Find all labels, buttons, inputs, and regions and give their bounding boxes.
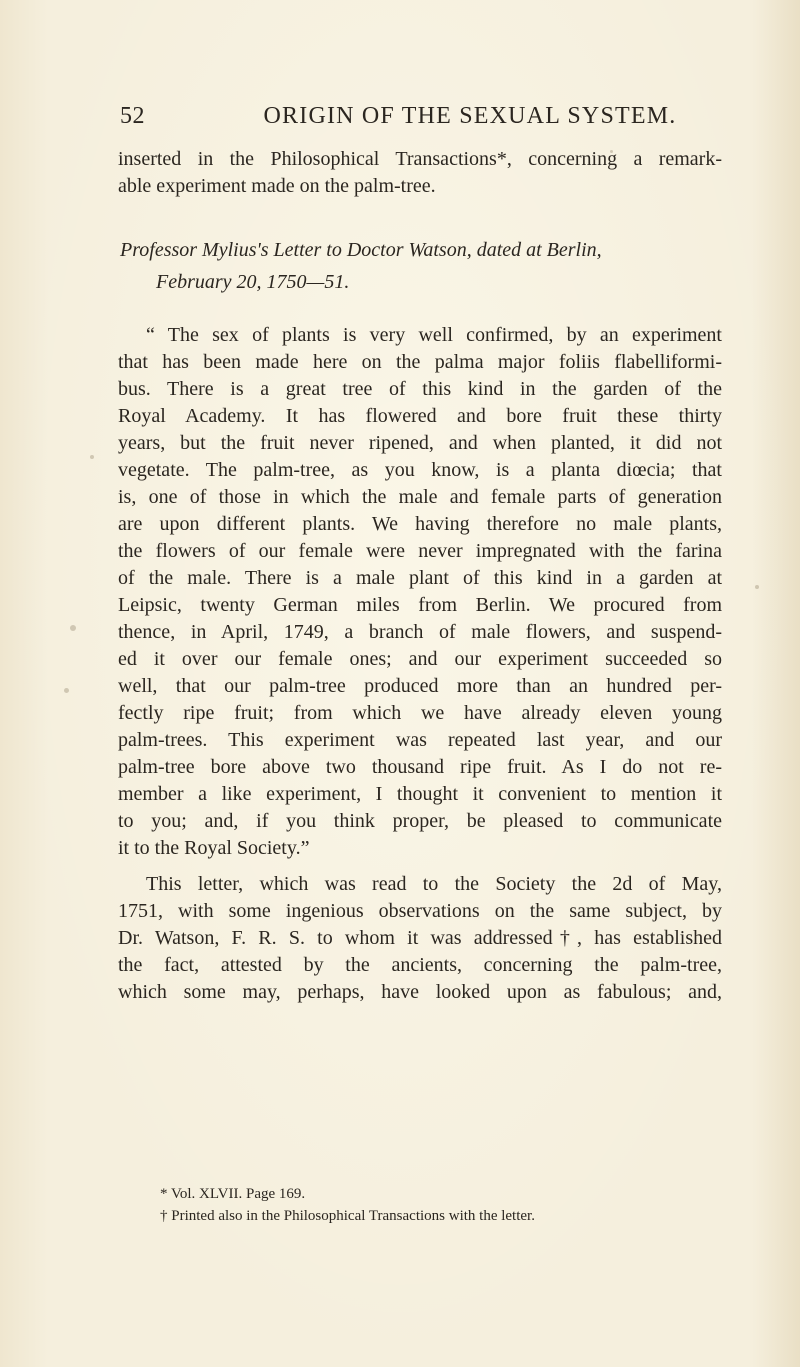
spacer [118,301,722,322]
footnote: † Printed also in the Philosophical Transactions with the letter. [160,1208,535,1224]
letter-line: “ The sex of plants is very well confirmed, by an experiment [146,324,722,346]
closing-line: 1751, with some ingenious observations on the same subject, by [118,900,722,922]
intro-line: able experiment made on the palm-tree. [118,175,436,197]
letter-line: are upon different plants. We having therefore no male plants, [118,513,722,535]
running-head: ORIGIN OF THE SEXUAL SYSTEM. [263,103,677,129]
letter-line: to you; and, if you think proper, be pleased to communicate [118,810,722,832]
paper-speck [64,688,69,693]
page-number: 52 [120,103,145,129]
spacer [118,200,722,237]
letter-line: palm-trees. This experiment was repeated last year, and our [118,729,722,751]
closing-line: which some may, perhaps, have looked upon as fabulous; and, [118,981,722,1003]
letter-line: that has been made here on the palma major foliis flabelliformi- [118,351,722,373]
letter-line: Royal Academy. It has flowered and bore fruit these thirty [118,405,722,427]
letter-line: the flowers of our female were never impregnated with the farina [118,540,722,562]
letter-title-line: Professor Mylius's Letter to Doctor Watson, dated at Berlin, [120,239,602,261]
letter-line: ed it over our female ones; and our experiment succeeded so [118,648,722,670]
letter-line: fectly ripe fruit; from which we have already eleven young [118,702,722,724]
letter-line: is, one of those in which the male and female parts of generation [118,486,722,508]
spacer [118,862,722,871]
letter-line: it to the Royal Society.” [118,837,310,859]
letter-line: of the male. There is a male plant of this kind in a garden at [118,567,722,589]
intro-line: inserted in the Philosophical Transactions*, concerning a remark- [118,148,722,170]
letter-line: years, but the fruit never ripened, and when planted, it did not [118,432,722,454]
letter-line: palm-tree bore above two thousand ripe fruit. As I do not re- [118,756,722,778]
closing-line: This letter, which was read to the Society the 2d of May, [146,873,722,895]
letter-line: bus. There is a great tree of this kind in the garden of the [118,378,722,400]
page-header [0,103,800,137]
body-text [118,146,722,1006]
footnotes [160,1183,720,1227]
paper-speck [70,625,76,631]
paper-speck [755,585,759,589]
letter-line: vegetate. The palm-tree, as you know, is a planta diœcia; that [118,459,722,481]
letter-line: well, that our palm-tree produced more than an hundred per- [118,675,722,697]
footnote: * Vol. XLVII. Page 169. [160,1186,306,1202]
closing-line: the fact, attested by the ancients, concerning the palm-tree, [118,954,722,976]
letter-line: thence, in April, 1749, a branch of male flowers, and suspend- [118,621,722,643]
letter-line: member a like experiment, I thought it convenient to mention it [118,783,722,805]
paper-speck [610,150,613,153]
letter-title-line: February 20, 1750—51. [156,271,350,293]
closing-line: Dr. Watson, F. R. S. to whom it was addressed†, has established [118,927,722,949]
paper-speck [90,455,94,459]
letter-line: Leipsic, twenty German miles from Berlin. We procured from [118,594,722,616]
